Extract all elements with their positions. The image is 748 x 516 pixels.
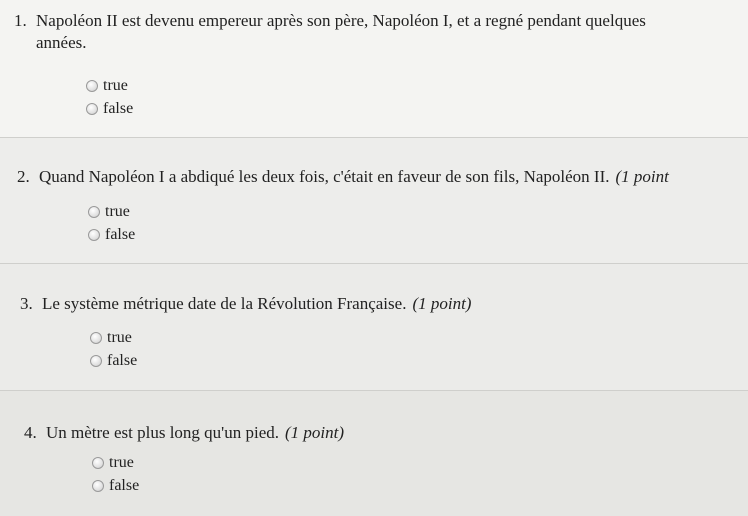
radio-button[interactable] — [90, 332, 102, 344]
option-label: true — [105, 202, 130, 220]
question-3-text — [20, 293, 471, 315]
radio-button[interactable] — [92, 457, 104, 469]
radio-button[interactable] — [88, 206, 100, 218]
question-text-line2: années. — [36, 33, 87, 52]
question-text-line1: Napoléon II est devenu empereur après son père, Napoléon I, et a regné pendant quelques — [36, 11, 646, 30]
question-1-text — [14, 10, 734, 54]
option-true[interactable] — [92, 451, 139, 474]
question-number: 4. — [24, 423, 37, 442]
question-4-options — [92, 451, 139, 497]
option-true[interactable] — [90, 326, 137, 349]
question-points: (1 point) — [285, 423, 345, 442]
option-label: false — [105, 225, 136, 243]
question-points: (1 point) — [412, 294, 472, 313]
option-false[interactable] — [86, 97, 133, 120]
option-label: false — [107, 351, 138, 369]
option-false[interactable] — [92, 474, 139, 497]
question-2-text — [17, 166, 669, 188]
question-number: 2. — [17, 167, 30, 186]
option-label: true — [103, 76, 128, 94]
radio-button[interactable] — [86, 80, 98, 92]
question-text: Un mètre est plus long qu'un pied. — [46, 423, 280, 442]
question-4 — [0, 391, 748, 516]
question-4-text — [24, 422, 344, 444]
question-points: (1 point — [615, 167, 669, 186]
radio-button[interactable] — [92, 480, 104, 492]
question-1-options — [86, 74, 133, 120]
option-label: false — [109, 476, 140, 494]
radio-button[interactable] — [86, 103, 98, 115]
question-number: 1. — [14, 11, 27, 30]
radio-button[interactable] — [90, 355, 102, 367]
question-1 — [0, 0, 748, 137]
question-number: 3. — [20, 294, 33, 313]
question-3-options — [90, 326, 137, 372]
option-label: true — [109, 453, 134, 471]
radio-button[interactable] — [88, 229, 100, 241]
question-2 — [0, 138, 748, 263]
option-label: false — [103, 99, 134, 117]
option-false[interactable] — [90, 349, 137, 372]
question-2-options — [88, 200, 135, 246]
question-text: Quand Napoléon I a abdiqué les deux fois, c'était en faveur de son fils, Napoléon II. — [39, 167, 610, 186]
option-true[interactable] — [86, 74, 133, 97]
question-3 — [0, 264, 748, 390]
option-label: true — [107, 328, 132, 346]
option-true[interactable] — [88, 200, 135, 223]
question-text: Le système métrique date de la Révolution Française. — [42, 294, 407, 313]
option-false[interactable] — [88, 223, 135, 246]
